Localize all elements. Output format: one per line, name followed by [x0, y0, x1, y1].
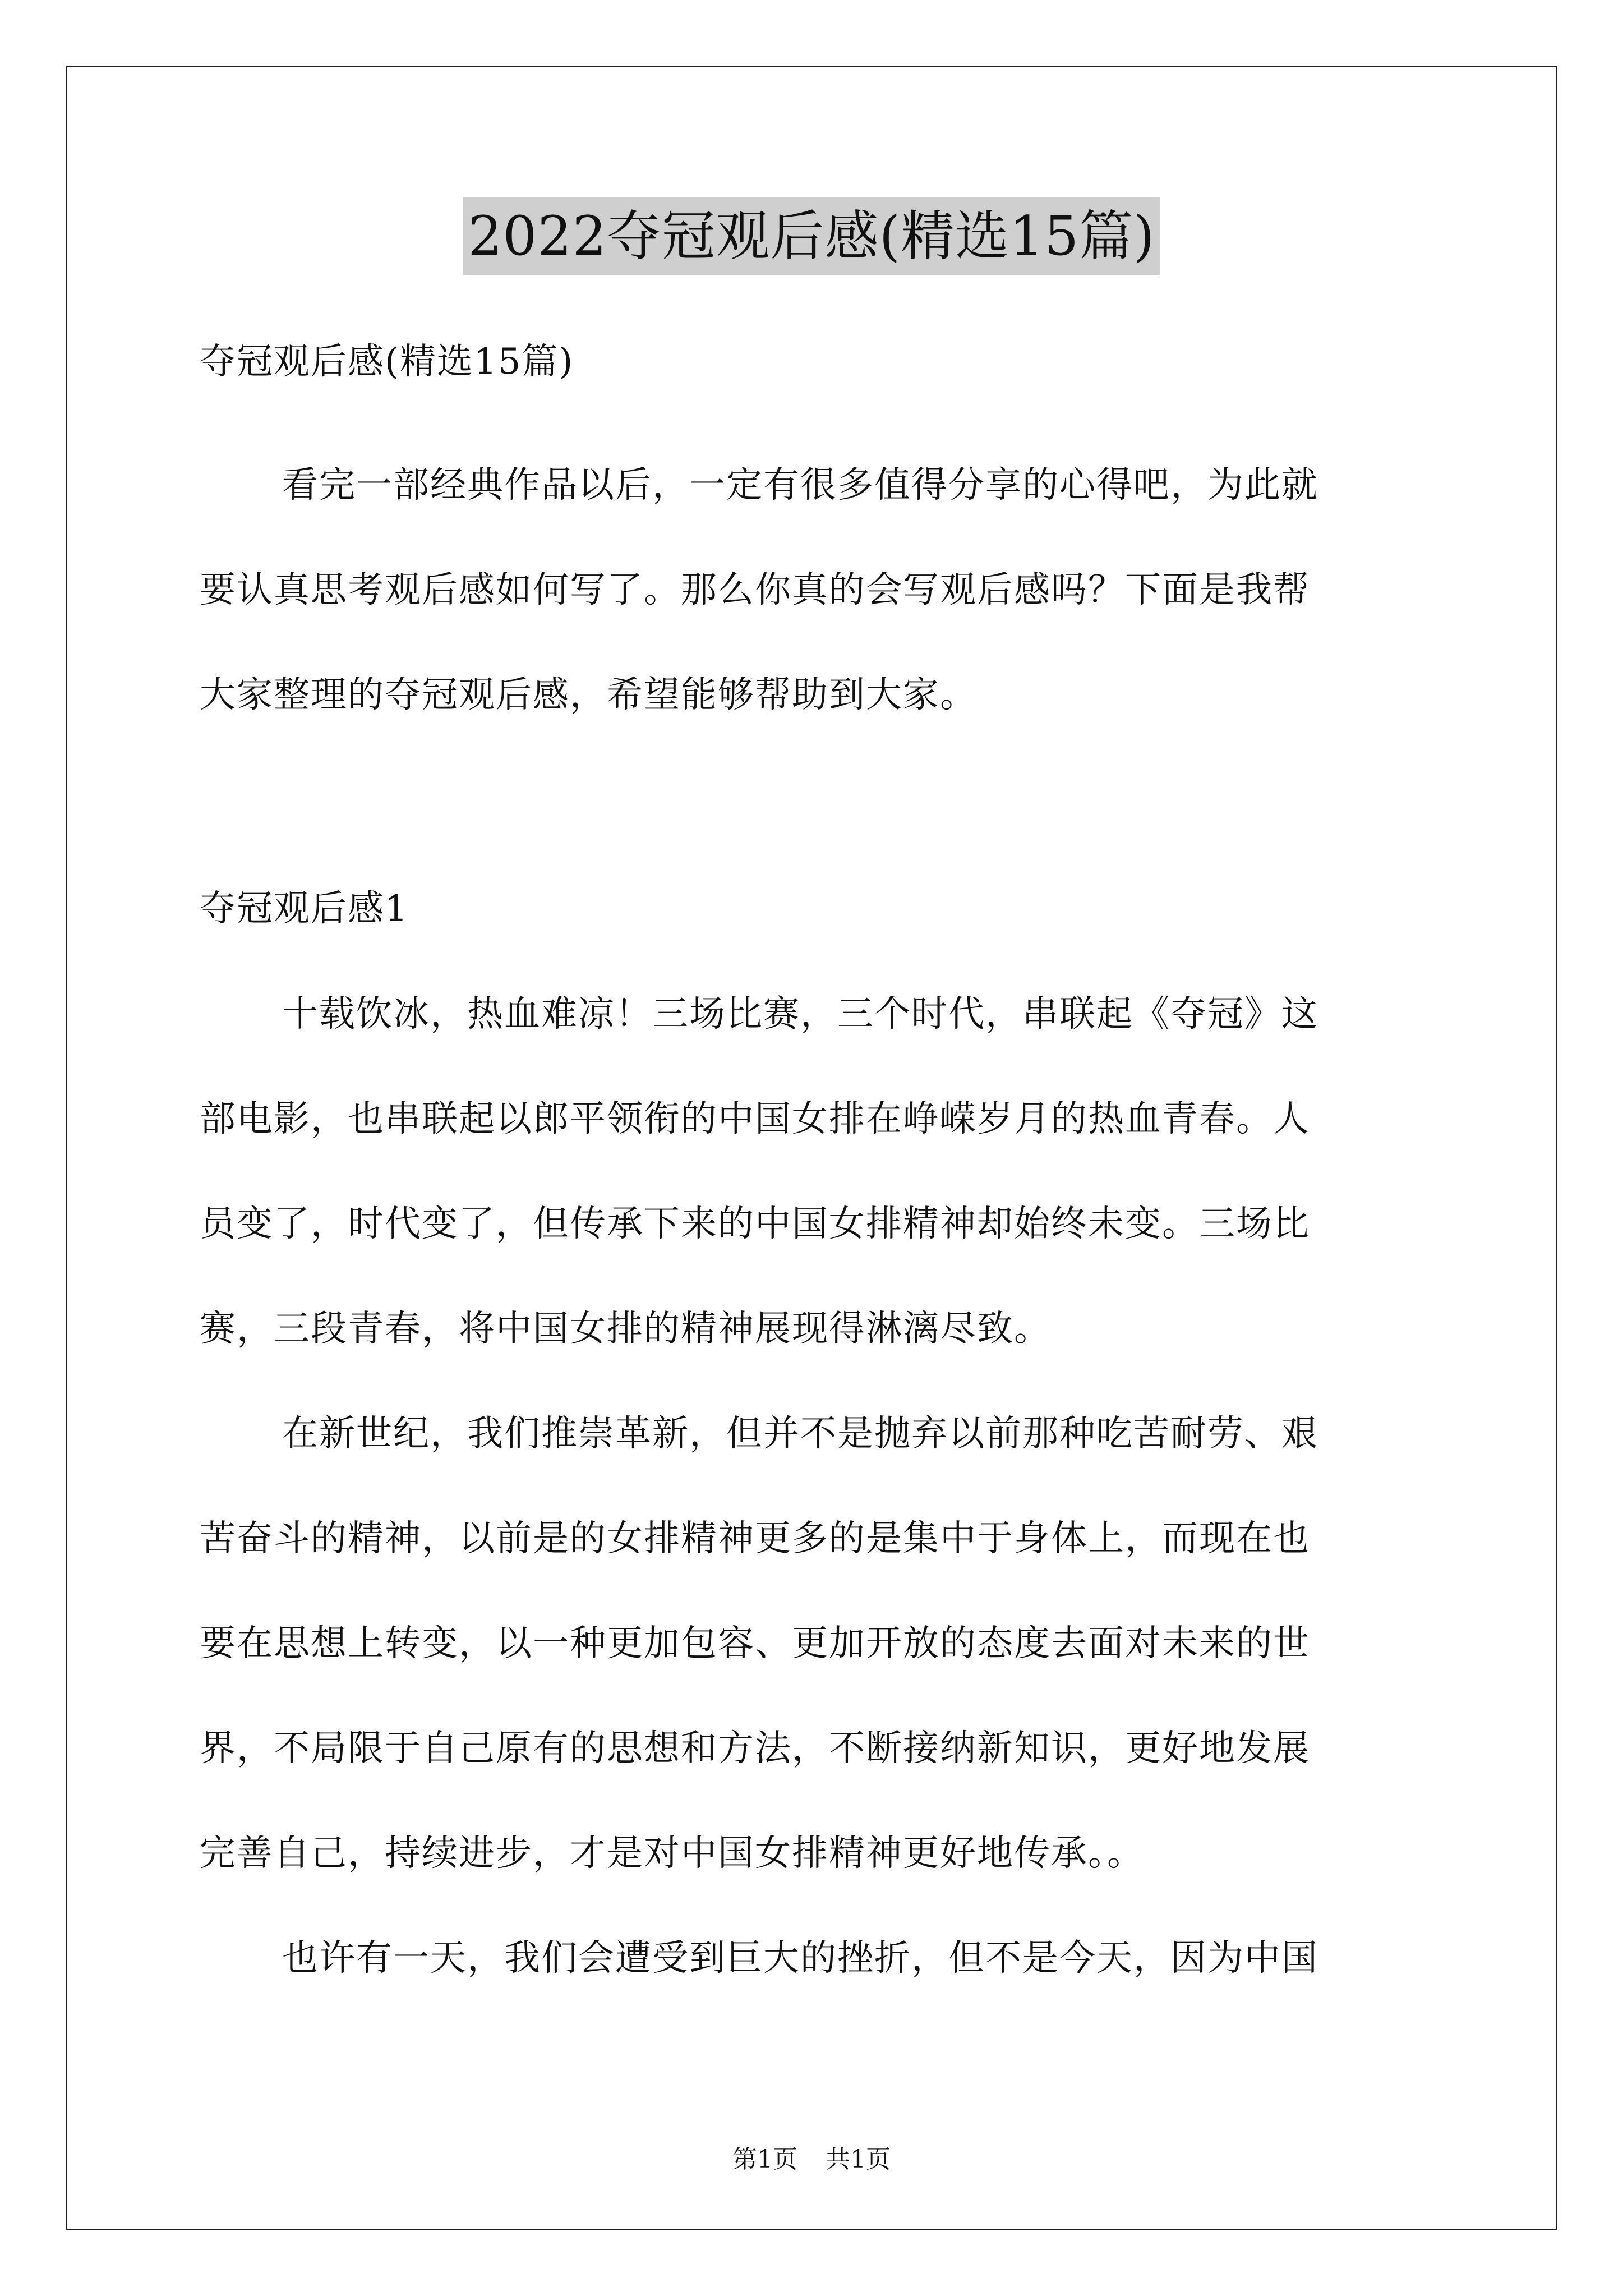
paragraph2-line-3: 要在思想上转变，以一种更加包容、更加开放的态度去面对未来的世 [200, 1623, 1310, 1664]
paragraph2-line-5: 完善自己，持续进步，才是对中国女排精神更好地传承。。 [200, 1833, 1144, 1874]
intro-line-3: 大家整理的夺冠观后感，希望能够帮助到大家。 [200, 674, 977, 716]
document-title: 2022夺冠观后感(精选15篇) [463, 197, 1159, 275]
title-container [0, 197, 1623, 275]
paragraph3-line-1: 也许有一天，我们会遭受到巨大的挫折，但不是今天，因为中国 [282, 1938, 1318, 1979]
paragraph2-line-4: 界，不局限于自己原有的思想和方法，不断接纳新知识，更好地发展 [200, 1728, 1310, 1769]
page-total: 共1页 [826, 2145, 891, 2174]
paragraph2-line-2: 苦奋斗的精神，以前是的女排精神更多的是集中于身体上，而现在也 [200, 1518, 1310, 1559]
paragraph1-line-1: 十载饮冰，热血难凉！三场比赛，三个时代，串联起《夺冠》这 [282, 993, 1318, 1035]
section-heading: 夺冠观后感1 [200, 888, 409, 930]
document-subtitle: 夺冠观后感(精选15篇) [200, 341, 574, 383]
intro-line-2: 要认真思考观后感如何写了。那么你真的会写观后感吗？下面是我帮 [200, 569, 1310, 611]
paragraph1-line-4: 赛，三段青春，将中国女排的精神展现得淋漓尽致。 [200, 1308, 1051, 1350]
page-footer [0, 2143, 1623, 2177]
intro-line-1: 看完一部经典作品以后，一定有很多值得分享的心得吧，为此就 [282, 464, 1318, 506]
paragraph1-line-3: 员变了，时代变了，但传承下来的中国女排精神却始终未变。三场比 [200, 1203, 1310, 1245]
page-border [66, 66, 1557, 2230]
page-number: 第1页 [732, 2145, 797, 2174]
paragraph1-line-2: 部电影，也串联起以郎平领衔的中国女排在峥嵘岁月的热血青春。人 [200, 1098, 1310, 1140]
paragraph2-line-1: 在新世纪，我们推崇革新，但并不是抛弃以前那种吃苦耐劳、艰 [282, 1413, 1318, 1455]
